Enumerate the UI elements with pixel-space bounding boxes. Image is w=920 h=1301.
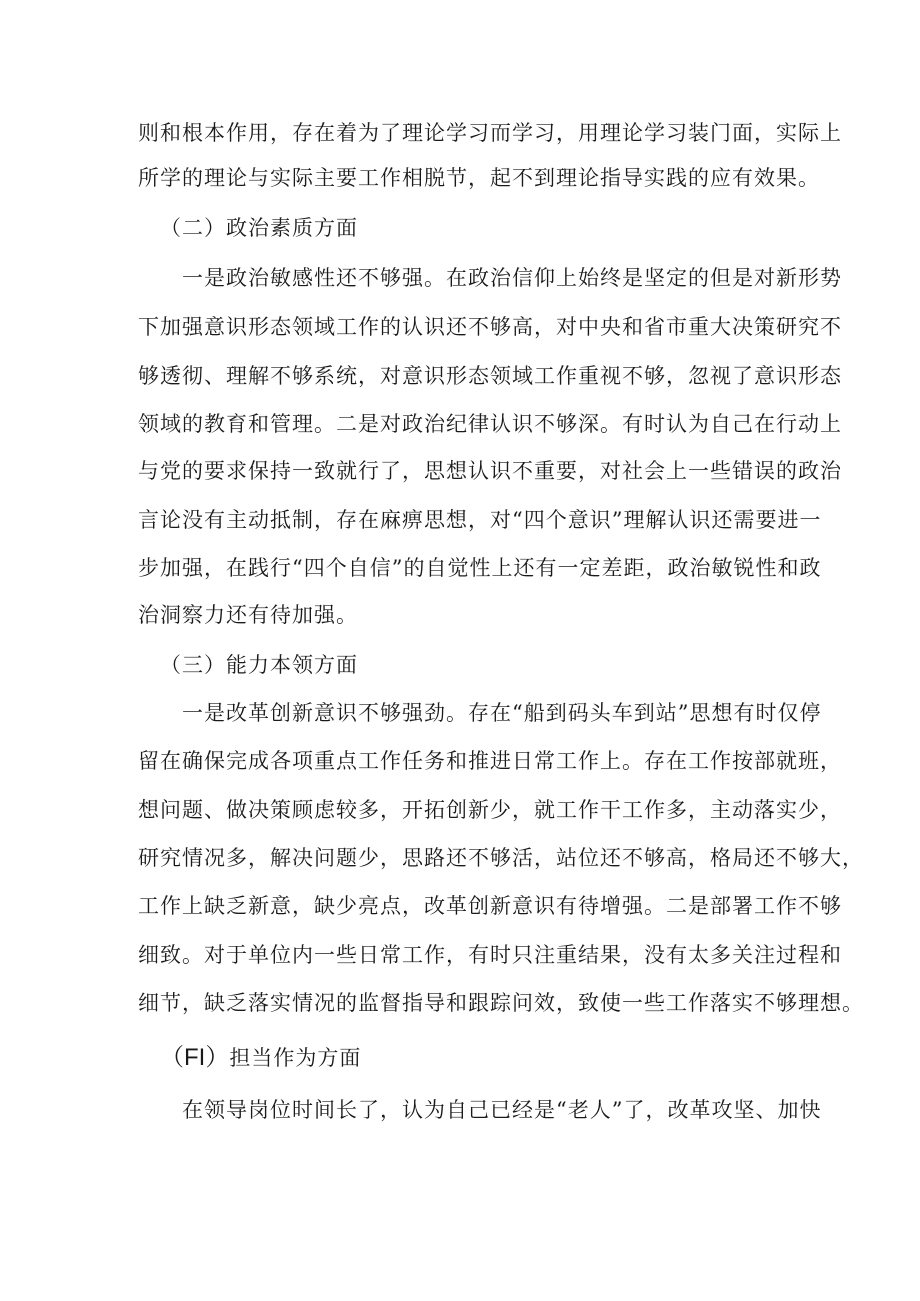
paragraph-line: 一是政治敏感性还不够强。在政治信仰上始终是坚定的但是对新形势	[182, 266, 842, 290]
paragraph-line: 一是改革创新意识不够强劲。存在“船到码头车到站”思想有时仅停	[182, 701, 822, 725]
paragraph-line: 步加强，在践行“四个自信”的自觉性上还有一定差距，政治敏锐性和政	[138, 556, 822, 580]
paragraph-line: 在领导岗位时间长了，认为自己已经是“老人”了，改革攻坚、加快	[182, 1098, 822, 1122]
section-heading-label: 担当作为方面	[229, 1046, 362, 1070]
paragraph-line: 与党的要求保持一致就行了，思想认识不重要，对社会上一些错误的政治	[138, 459, 842, 483]
section-heading-responsibility	[160, 1043, 788, 1073]
section-heading-marker: （FI）	[160, 1044, 230, 1071]
paragraph-line: 下加强意识形态领域工作的认识还不够高，对中央和省市重大决策研究不	[138, 315, 842, 339]
paragraph-line: 细节，缺乏落实情况的监督指导和跟踪问效，致使一些工作落实不够理想。	[138, 991, 864, 1015]
paragraph-line: 研究情况多，解决问题少，思路还不够活，站位还不够高，格局还不够大，	[138, 846, 864, 870]
paragraph-line: 治洞察力还有待加强。	[138, 603, 358, 627]
paragraph-line: 则和根本作用，存在着为了理论学习而学习，用理论学习装门面，实际上	[138, 121, 842, 145]
paragraph-line: 所学的理论与实际主要工作相脱节，起不到理论指导实践的应有效果。	[138, 166, 820, 190]
paragraph-line: 言论没有主动抵制，存在麻痹思想，对“四个意识”理解认识还需要进一	[138, 508, 822, 532]
paragraph-line: 够透彻、理解不够系统，对意识形态领域工作重视不够，忽视了意识形态	[138, 364, 842, 388]
section-heading-political: （二）政治素质方面	[160, 216, 358, 240]
paragraph-line: 细致。对于单位内一些日常工作，有时只注重结果，没有太多关注过程和	[138, 943, 842, 967]
section-heading-ability: （三）能力本领方面	[160, 653, 358, 677]
paragraph-line: 工作上缺乏新意，缺少亮点，改革创新意识有待增强。二是部署工作不够	[138, 894, 842, 918]
paragraph-line: 留在确保完成各项重点工作任务和推进日常工作上。存在工作按部就班，	[138, 749, 842, 773]
paragraph-line: 领域的教育和管理。二是对政治纪律认识不够深。有时认为自己在行动上	[138, 412, 842, 436]
paragraph-line: 想问题、做决策顾虑较多，开拓创新少，就工作干工作多，主动落实少，	[138, 798, 842, 822]
